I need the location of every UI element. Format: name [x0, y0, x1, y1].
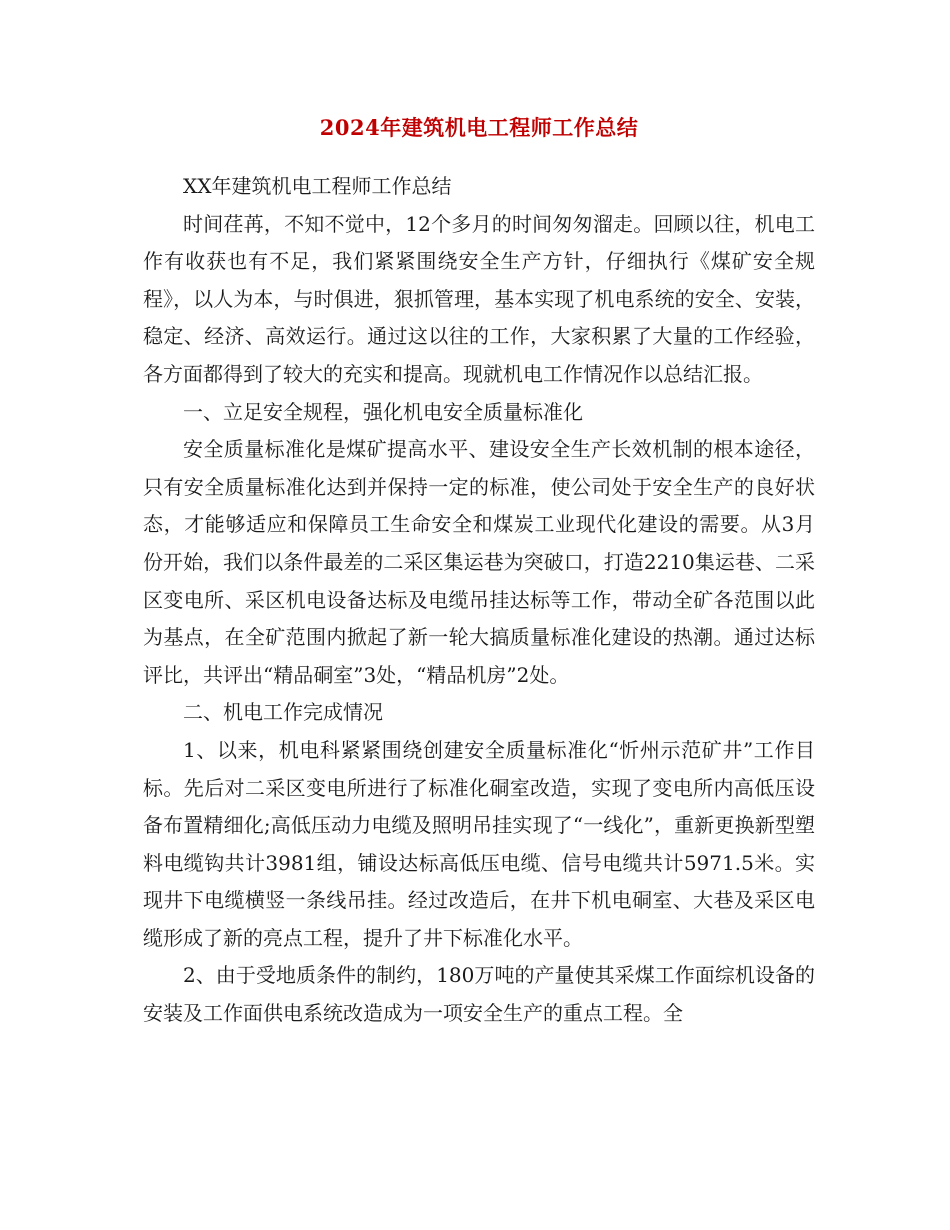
paragraph-item-2: 2、由于受地质条件的制约，180万吨的产量使其采煤工作面综机设备的安装及工作面供电系统改造成为一项安全生产的重点工程。全: [143, 963, 815, 1026]
section-heading-1: 一、立足安全规程，强化机电安全质量标准化: [183, 399, 583, 424]
document-title: 2024年建筑机电工程师工作总结: [319, 115, 639, 140]
paragraph-item-1: 1、以来，机电科紧紧围绕创建安全质量标准化“忻州示范矿井”工作目标。先后对二采区变电所进行了标准化硐室改造，实现了变电所内高低压设备布置精细化;高低压动力电缆及照明吊挂实现了“一线化”，重新更换新型塑料电缆钩共计3981组，铺设达标高低压电缆、信号电缆共计5971.5米。实现井下电缆横竖一条线吊挂。经过改造后，在井下机电硐室、大巷及采区电缆形成了新的亮点工程，提升了井下标准化水平。: [143, 737, 815, 950]
paragraph-intro: 时间荏苒，不知不觉中，12个多月的时间匆匆溜走。回顾以往，机电工作有收获也有不足，我们紧紧围绕安全生产方针，仔细执行《煤矿安全规程》，以人为本，与时俱进，狠抓管理，基本实现了机电系统的安全、安装，稳定、经济、高效运行。通过这以往的工作，大家积累了大量的工作经验，各方面都得到了较大的充实和提高。现就机电工作情况作以总结汇报。: [143, 211, 815, 386]
section-heading-2: 二、机电工作完成情况: [183, 700, 383, 725]
document-page: [143, 108, 815, 1033]
paragraph-subtitle: XX年建筑机电工程师工作总结: [183, 174, 452, 198]
paragraph-standardization: 安全质量标准化是煤矿提高水平、建设安全生产长效机制的根本途径，只有安全质量标准化达到并保持一定的标准，使公司处于安全生产的良好状态，才能够适应和保障员工生命安全和煤炭工业现代化建设的需要。从3月份开始，我们以条件最差的二采区集运巷为突破口，打造2210集运巷、二采区变电所、采区机电设备达标及电缆吊挂达标等工作，带动全矿各范围以此为基点，在全矿范围内掀起了新一轮大搞质量标准化建设的热潮。通过达标评比，共评出“精品硐室”3处，“精品机房”2处。: [143, 437, 815, 687]
